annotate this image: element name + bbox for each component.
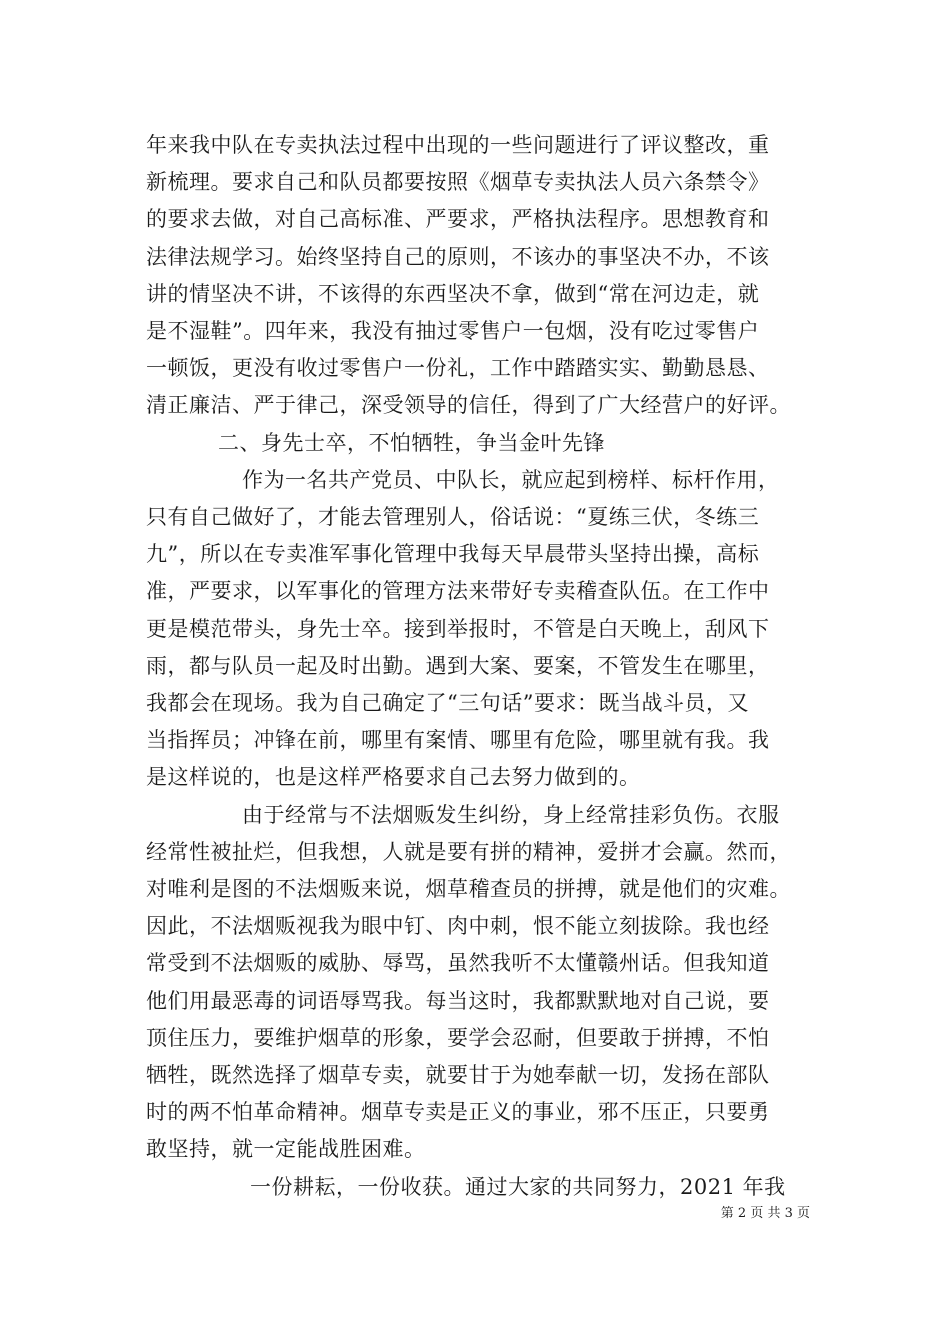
text-line: 九”，所以在专卖准军事化管理中我每天早晨带头坚持出操，高标	[146, 542, 760, 567]
text-line: 法律法规学习。始终坚持自己的原则，不该办的事坚决不办，不该	[146, 244, 770, 269]
text-line: 是这样说的，也是这样严格要求自己去努力做到的。	[146, 765, 641, 790]
text-line: 因此，不法烟贩视我为眼中钉、肉中刺，恨不能立刻拔除。我也经	[146, 914, 770, 939]
text-line: 当指挥员；冲锋在前，哪里有案情、哪里有危险，哪里就有我。我	[146, 728, 770, 753]
text-line: 我都会在现场。我为自己确定了“三句话”要求：既当战斗员，又	[146, 691, 749, 715]
text-line: 清正廉洁、严于律己，深受领导的信任，得到了广大经营户的好评。	[146, 393, 791, 418]
text-line: 只有自己做好了，才能去管理别人，俗话说：“夏练三伏，冬练三	[146, 505, 760, 529]
text-line: 讲的情坚决不讲，不该得的东西坚决不拿，做到“常在河边走，就	[146, 281, 760, 306]
text-line: 经常性被扯烂，但我想，人就是要有拼的精神，爱拼才会赢。然而，	[146, 839, 791, 864]
text-line: 对唯利是图的不法烟贩来说，烟草稽查员的拼搏，就是他们的灾难。	[146, 877, 791, 901]
text-line: 牺牲，既然选择了烟草专卖，就要甘于为她奉献一切，发扬在部队	[146, 1063, 770, 1087]
text-line: 一份耕耘，一份收获。通过大家的共同努力，2021 年我	[250, 1174, 786, 1199]
text-line: 雨，都与队员一起及时出勤。遇到大案、要案，不管发生在哪里，	[146, 653, 770, 678]
text-line: 敢坚持，就一定能战胜困难。	[146, 1137, 426, 1162]
text-line: 的要求去做，对自己高标准、严要求，严格执法程序。思想教育和	[146, 207, 770, 232]
text-line: 他们用最恶毒的词语辱骂我。每当这时，我都默默地对自己说，要	[146, 988, 770, 1013]
text-line: 更是模范带头，身先士卒。接到举报时，不管是白天晚上，刮风下	[146, 616, 770, 641]
text-line: 由于经常与不法烟贩发生纠纷，身上经常挂彩负伤。衣服	[242, 802, 780, 827]
page-footer: 第 2 页 共 3 页	[720, 1206, 810, 1221]
text-line: 作为一名共产党员、中队长，就应起到榜样、标杆作用，	[242, 467, 780, 492]
text-line: 年来我中队在专卖执法过程中出现的一些问题进行了评议整改，重	[146, 133, 770, 157]
text-line: 顶住压力，要维护烟草的形象，要学会忍耐，但要敢于拼搏，不怕	[146, 1025, 770, 1050]
text-line: 新梳理。要求自己和队员都要按照《烟草专卖执法人员六条禁令》	[146, 170, 770, 195]
text-line: 常受到不法烟贩的威胁、辱骂，虽然我听不太懂赣州话。但我知道	[146, 951, 770, 976]
section-heading: 二、身先士卒，不怕牺牲，争当金叶先锋	[218, 430, 605, 455]
text-line: 时的两不怕革命精神。烟草专卖是正义的事业，邪不压正，只要勇	[146, 1100, 770, 1125]
text-line: 是不湿鞋”。四年来，我没有抽过零售户一包烟，没有吃过零售户	[146, 319, 760, 343]
text-line: 准，严要求，以军事化的管理方法来带好专卖稽查队伍。在工作中	[146, 579, 770, 604]
text-line: 一顿饭，更没有收过零售户一份礼，工作中踏踏实实、勤勤恳恳、	[146, 356, 770, 381]
